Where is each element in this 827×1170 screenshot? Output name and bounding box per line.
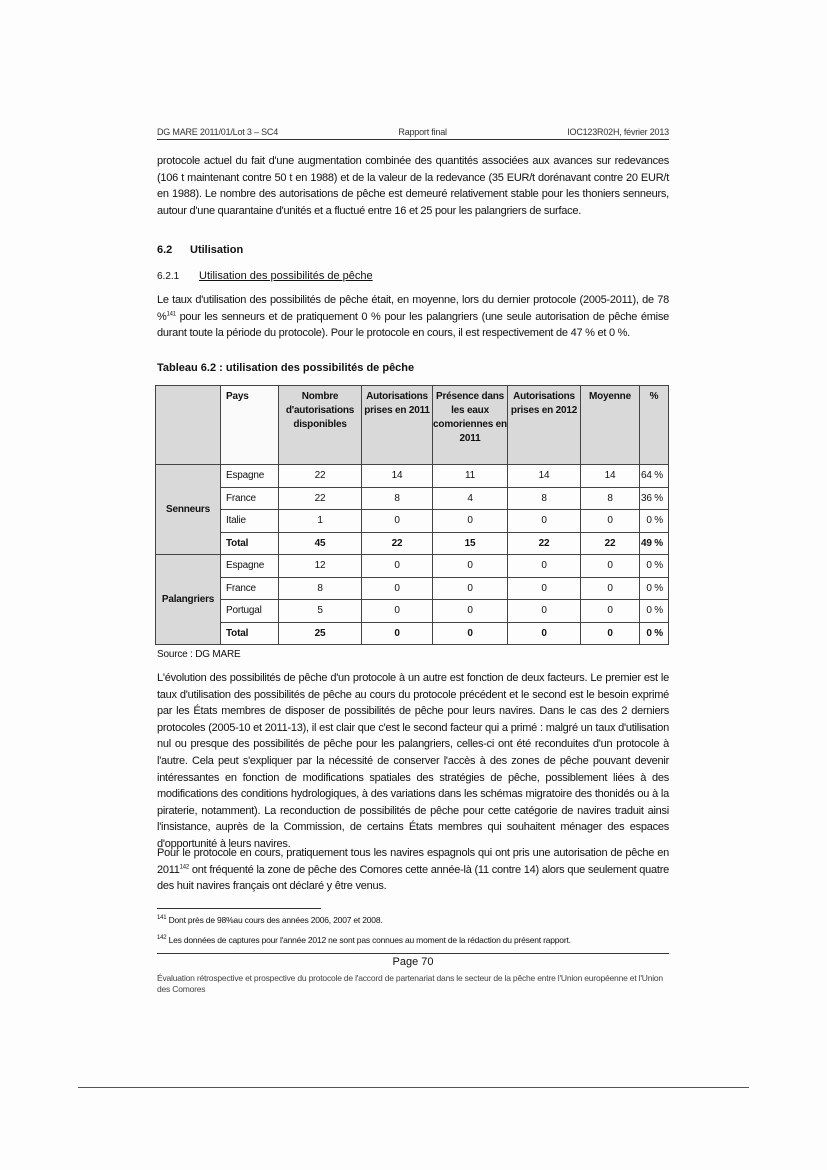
paragraph-2-text-a: Le taux d'utilisation des possibilités de pêche était, en moyenne, lors du dernier protocole (2005-2011), de 78 % xyxy=(157,294,669,323)
subsection-title: Utilisation des possibilités de pêche xyxy=(199,270,373,282)
cell-value: 22 xyxy=(581,532,640,555)
header-moyenne: Moyenne xyxy=(581,386,640,465)
table-row xyxy=(156,600,669,623)
cell-value: 0 xyxy=(508,555,581,578)
header-left: DG MARE 2011/01/Lot 3 – SC4 xyxy=(157,127,278,137)
cell-country: Espagne xyxy=(221,465,279,488)
paragraph-1: protocole actuel du fait d'une augmentation combinée des quantités associées aux avances sur redevances (106 t maintenant contre 50 t en 1988) et de la valeur de la redevance (35 EUR/t dorénavant contre 20 EUR/t en 1988). Le nombre des autorisations de pêche est demeuré relativement stable pour les thoniers senneurs, autour d'une quarantaine d'unités et a fluctué entre 16 et 25 pour les palangriers de surface. xyxy=(157,155,669,217)
table-row-total xyxy=(156,532,669,555)
cell-country: Espagne xyxy=(221,555,279,578)
cell-percent: 36 % xyxy=(640,487,669,510)
footnote-number: 141 xyxy=(157,915,167,922)
cell-value: 22 xyxy=(508,532,581,555)
paragraph-2 xyxy=(157,292,669,342)
cell-value: 22 xyxy=(279,465,362,488)
cell-value: 8 xyxy=(508,487,581,510)
table-row xyxy=(156,487,669,510)
cell-value: 0 xyxy=(433,555,508,578)
footnote-142 xyxy=(157,935,571,945)
group-label-palangriers: Palangriers xyxy=(156,555,221,645)
cell-value: 8 xyxy=(581,487,640,510)
cell-value: 12 xyxy=(279,555,362,578)
paragraph-4-text-a: Pour le protocole en cours, pratiquement tous les navires espagnols qui ont pris une autorisation de pêche en 2011 xyxy=(157,847,669,876)
cell-value: 8 xyxy=(362,487,433,510)
cell-value: 0 xyxy=(581,555,640,578)
cell-value: 14 xyxy=(581,465,640,488)
cell-value: 0 xyxy=(362,622,433,645)
cell-value: 45 xyxy=(279,532,362,555)
cell-value: 0 xyxy=(362,600,433,623)
footnote-text: Les données de captures pour l'année 2012 ne sont pas connues au moment de la rédaction du présent rapport. xyxy=(166,935,571,945)
paragraph-4 xyxy=(157,845,669,895)
cell-percent: 0 % xyxy=(640,577,669,600)
footnote-141 xyxy=(157,915,383,925)
cell-value: 0 xyxy=(433,510,508,533)
cell-value: 0 xyxy=(581,600,640,623)
table-row-total xyxy=(156,622,669,645)
cell-value: 0 xyxy=(508,600,581,623)
subsection-heading xyxy=(157,270,373,282)
cell-value: 8 xyxy=(279,577,362,600)
cell-value: 0 xyxy=(508,577,581,600)
header-prises-2012: Autorisations prises en 2012 xyxy=(508,386,581,465)
data-table xyxy=(155,385,669,645)
paragraph-3: L'évolution des possibilités de pêche d'un protocole à un autre est fonction de deux facteurs. Le premier est le taux d'utilisation des possibilités de pêche au cours du protocole précédent et le second est le besoin exprimé par les États membres de disposer de possibilités de pêche pour leurs navires. Dans le cas des 2 derniers protocoles (2005-10 et 2011-13), il est clair que c'est le second facteur qui a primé : malgré un taux d'utilisation nul ou presque des possibilités de pêche pour les palangriers, celles-ci ont été reconduites d'un protocole à l'autre. Cela peut s'expliquer par la nécessité de conserver l'accès à des zones de pêche pouvant devenir intéressantes en fonction de modifications spatiales des stratégies de pêche, possiblement liées à des modifications des conditions hydrologiques, à des variations dans les schémas migratoire des thonidés ou à la piraterie, notamment). La reconduction de possibilités de pêche pour cette catégorie de navires traduit ainsi l'insistance, auprès de la Commission, de certains États membres qui souhaitent ménager des espaces d'opportunité à leurs navires. xyxy=(157,672,669,850)
cell-country: France xyxy=(221,487,279,510)
table-row xyxy=(156,555,669,578)
cell-percent: 0 % xyxy=(640,510,669,533)
corner-cell xyxy=(156,386,221,465)
table-header-row xyxy=(156,386,669,465)
cell-value: 0 xyxy=(433,577,508,600)
section-number: 6.2 xyxy=(157,244,173,256)
header-prises-2011: Autorisations prises en 2011 xyxy=(362,386,433,465)
footnote-ref-142[interactable]: 142 xyxy=(179,863,189,870)
header-nombre: Nombre d'autorisations disponibles xyxy=(279,386,362,465)
cell-country: France xyxy=(221,577,279,600)
cell-value: 0 xyxy=(433,600,508,623)
cell-country: Italie xyxy=(221,510,279,533)
header-right: IOC123R02H, février 2013 xyxy=(567,127,669,137)
table-row xyxy=(156,577,669,600)
table-source: Source : DG MARE xyxy=(157,649,241,660)
cell-value: 0 xyxy=(508,622,581,645)
footnote-number: 142 xyxy=(157,935,167,942)
footnote-divider xyxy=(157,908,321,909)
paragraph-4-text-b: ont fréquenté la zone de pêche des Comores cette année-là (11 contre 14) alors que seulement quatre des huit navires français ont déclaré y être venus. xyxy=(157,863,669,893)
cell-value: 11 xyxy=(433,465,508,488)
table-row xyxy=(156,510,669,533)
footer-text: Évaluation rétrospective et prospective du protocole de l'accord de partenariat dans le secteur de la pêche entre l'Union européenne et l'Union des Comores xyxy=(157,973,663,994)
cell-value: 15 xyxy=(433,532,508,555)
cell-value: 0 xyxy=(581,622,640,645)
cell-percent: 64 % xyxy=(640,465,669,488)
cell-value: 1 xyxy=(279,510,362,533)
section-heading xyxy=(157,244,243,256)
cell-value: 0 xyxy=(362,577,433,600)
cell-percent: 0 % xyxy=(640,600,669,623)
page-number: Page 70 xyxy=(392,956,434,968)
cell-value: 0 xyxy=(508,510,581,533)
cell-value: 22 xyxy=(362,532,433,555)
cell-value: 0 xyxy=(362,555,433,578)
cell-value: 25 xyxy=(279,622,362,645)
header-presence: Présence dans les eaux comoriennes en 2011 xyxy=(433,386,508,465)
header-divider xyxy=(157,139,669,140)
cell-percent: 49 % xyxy=(640,532,669,555)
cell-country: Total xyxy=(221,532,279,555)
table-caption: Tableau 6.2 : utilisation des possibilités de pêche xyxy=(157,362,415,374)
section-title: Utilisation xyxy=(190,244,244,256)
footnote-ref-141[interactable]: 141 xyxy=(166,310,176,317)
table-row xyxy=(156,465,669,488)
cell-value: 0 xyxy=(581,510,640,533)
page-header xyxy=(157,127,669,137)
group-label-senneurs: Senneurs xyxy=(156,465,221,555)
paragraph-2-text-b: pour les senneurs et de pratiquement 0 % pour les palangriers (une seule autorisation de pêche émise durant toute la période du protocole). Pour le protocole en cours, il est respectivement de 47 % et 0 %. xyxy=(157,310,669,340)
header-center: Rapport final xyxy=(398,127,447,137)
header-pct: % xyxy=(640,386,669,465)
header-pays: Pays xyxy=(221,386,279,465)
cell-country: Total xyxy=(221,622,279,645)
cell-value: 5 xyxy=(279,600,362,623)
footnote-text: Dont près de 98%au cours des années 2006, 2007 et 2008. xyxy=(166,915,383,925)
cell-value: 22 xyxy=(279,487,362,510)
cell-value: 4 xyxy=(433,487,508,510)
cell-value: 14 xyxy=(508,465,581,488)
subsection-number: 6.2.1 xyxy=(157,271,180,282)
cell-value: 14 xyxy=(362,465,433,488)
footer-divider xyxy=(157,953,669,954)
cell-country: Portugal xyxy=(221,600,279,623)
viewer-bottom-divider xyxy=(78,1087,749,1088)
cell-percent: 0 % xyxy=(640,622,669,645)
cell-value: 0 xyxy=(433,622,508,645)
cell-percent: 0 % xyxy=(640,555,669,578)
cell-value: 0 xyxy=(581,577,640,600)
cell-value: 0 xyxy=(362,510,433,533)
